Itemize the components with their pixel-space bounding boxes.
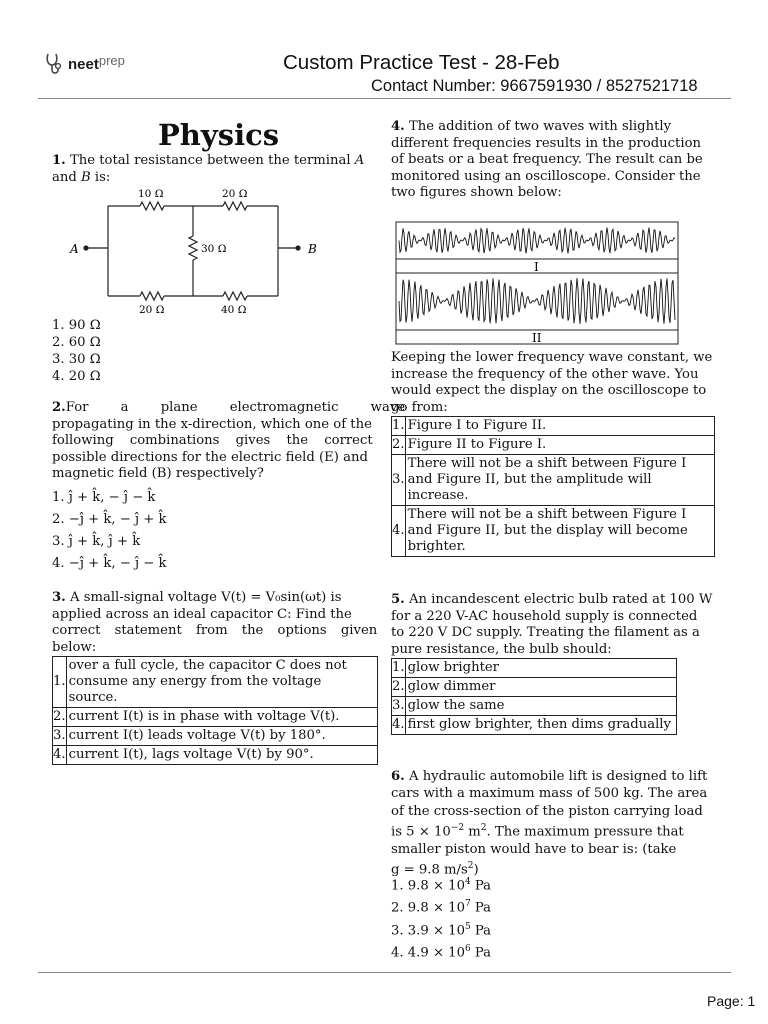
option-row-2[interactable]	[392, 436, 715, 455]
question-text: An incandescent electric bulb rated at 100 W	[404, 592, 713, 607]
option-2[interactable]: 2. 60 Ω	[52, 335, 101, 350]
option-1[interactable]: 1. $9.8 \times 10^4$ Pa	[391, 877, 492, 894]
exponent: 2	[467, 861, 474, 872]
option-4[interactable]: 4. 20 Ω	[52, 369, 101, 384]
option-3[interactable]: 3. ĵ + k̂, ĵ + k̂	[52, 534, 141, 549]
question-text: g = 9.8 m/s	[391, 862, 468, 878]
question-6	[391, 768, 715, 879]
exponent: 2	[480, 823, 487, 834]
question-text: increase the frequency of the other wave. You	[391, 366, 699, 382]
resistor-40	[223, 292, 247, 300]
question-text: different frequencies results in the production	[391, 135, 702, 151]
option-number: 1.	[53, 657, 67, 708]
math-var: A	[354, 153, 365, 168]
question-text: possible directions for the electric field (E) and	[52, 449, 368, 465]
question-text: correct statement from the options given	[52, 623, 378, 639]
option-text: current I(t) leads voltage V(t) by 180°.	[66, 727, 377, 746]
question-text: to 220 V DC supply. Treating the filament as a	[391, 625, 700, 641]
option-row-3[interactable]	[392, 455, 715, 506]
oscilloscope-figures	[395, 221, 680, 345]
neetprep-logo	[44, 52, 125, 76]
option-row-3[interactable]	[53, 727, 378, 746]
figure-2-label: II	[532, 331, 542, 345]
circuit-diagram	[66, 184, 326, 319]
option-3[interactable]: 3. 30 Ω	[52, 352, 101, 367]
contact-number: Contact Number: 9667591930 / 8527521718	[371, 77, 698, 95]
header-divider	[38, 98, 731, 99]
option-4[interactable]: 4. $4.9 \times 10^6$ Pa	[391, 944, 492, 961]
question-text: Keeping the lower frequency wave constant, we	[391, 350, 713, 365]
option-text: current I(t), lags voltage V(t) by 90°.	[66, 746, 377, 765]
question-text: below:	[52, 639, 97, 655]
option-number: 3.	[53, 727, 67, 746]
option-text: There will not be a shift between Figure I and Figure II, but the amplitude will increase.	[405, 455, 714, 506]
q6-options	[391, 873, 491, 963]
stethoscope-icon	[44, 52, 66, 76]
question-text: two figures shown below:	[391, 185, 562, 201]
math-var: B	[81, 169, 91, 185]
question-5	[391, 592, 715, 658]
option-text: first glow brighter, then dims gradually	[405, 716, 676, 735]
question-text: pure resistance, the bulb should:	[391, 641, 612, 657]
question-3	[52, 590, 378, 656]
option-1[interactable]: 1. ĵ + k̂, − ĵ − k̂	[52, 490, 156, 505]
question-number: 3.	[52, 590, 66, 605]
label-r20-bottom: 20 Ω	[139, 304, 165, 316]
option-number: 3.	[392, 455, 406, 506]
label-r40: 40 Ω	[221, 304, 247, 316]
resistor-10	[140, 202, 164, 210]
option-text: Figure I to Figure II.	[405, 417, 714, 436]
option-text: over a full cycle, the capacitor C does not consume any energy from the voltage source.	[66, 657, 377, 708]
option-number: 2.	[392, 678, 406, 697]
option-number: 4.	[392, 716, 406, 735]
question-4	[391, 119, 715, 202]
logo-neet-text: neet	[68, 55, 99, 73]
question-text: applied across an ideal capacitor C: Find the	[52, 606, 352, 622]
option-text: glow dimmer	[405, 678, 676, 697]
question-text: smaller piston would have to bear is: (take	[391, 842, 677, 858]
question-text: monitored using an oscilloscope. Consider the	[391, 168, 701, 184]
option-number: 2.	[53, 708, 67, 727]
question-1: 1. The total resistance between the terminal A and B is:	[52, 153, 365, 185]
resistor-30	[189, 236, 197, 260]
q5-options-table	[391, 658, 677, 735]
label-terminal-b: B	[308, 242, 317, 256]
option-text: Figure II to Figure I.	[405, 436, 714, 455]
q2-options	[52, 487, 166, 575]
question-text: go from:	[391, 399, 448, 415]
option-4[interactable]: 4. −ĵ + k̂, − ĵ − k̂	[52, 556, 167, 571]
question-text: propagating in the x-direction, which one of the	[52, 416, 372, 432]
option-row-3[interactable]	[392, 697, 677, 716]
option-number: 1.	[392, 659, 406, 678]
waveform-figure-2	[399, 278, 675, 324]
question-text: following combinations gives the correct	[52, 433, 373, 449]
terminal-b-dot	[295, 245, 300, 250]
label-r10: 10 Ω	[138, 188, 164, 200]
option-row-4[interactable]	[53, 746, 378, 765]
exponent: −2	[450, 823, 465, 834]
option-number: 2.	[392, 436, 406, 455]
option-row-2[interactable]	[53, 708, 378, 727]
question-number: 6.	[391, 769, 405, 784]
option-row-4[interactable]	[392, 506, 715, 557]
question-text: of beats or a beat frequency. The result can be	[391, 152, 703, 168]
question-text: The total resistance between the terminal	[65, 153, 355, 168]
question-text: For a plane electromagnetic wave	[65, 400, 406, 415]
footer-divider	[38, 972, 731, 973]
subject-heading: Physics	[158, 118, 280, 152]
question-text: of the cross-section of the piston carrying load	[391, 803, 703, 819]
question-text: )	[473, 862, 479, 878]
question-text: is:	[90, 169, 111, 185]
resistor-20-top	[223, 202, 247, 210]
waveform-figure-1	[399, 228, 675, 254]
figure-1-label: I	[534, 260, 539, 274]
question-text: would expect the display on the oscilloscope to	[391, 383, 707, 399]
option-text: current I(t) is in phase with voltage V(t).	[66, 708, 377, 727]
question-number: 4.	[391, 119, 405, 134]
option-number: 1.	[392, 417, 406, 436]
label-r20-top: 20 Ω	[222, 188, 248, 200]
option-row-1[interactable]	[53, 657, 378, 708]
label-r30: 30 Ω	[201, 243, 227, 255]
test-title: Custom Practice Test - 28-Feb	[283, 51, 560, 74]
question-4-continued	[391, 350, 715, 416]
option-number: 4.	[53, 746, 67, 765]
option-1[interactable]: 1. 90 Ω	[52, 318, 101, 333]
question-number: 5.	[391, 592, 405, 607]
q4-options-table	[391, 416, 715, 557]
option-number: 4.	[392, 506, 406, 557]
terminal-a-dot	[83, 245, 88, 250]
option-text: There will not be a shift between Figure I and Figure II, but the display will become brighter.	[405, 506, 714, 557]
option-row-2[interactable]	[392, 678, 677, 697]
question-text: for a 220 V-AC household supply is connected	[391, 608, 698, 624]
logo-prep-text: prep	[98, 52, 125, 68]
label-terminal-a: A	[70, 242, 79, 256]
option-row-1[interactable]	[392, 417, 715, 436]
page-number: Page: 1	[707, 993, 756, 1009]
question-text: magnetic field (B) respectively?	[52, 466, 264, 482]
resistor-20-bottom	[140, 292, 164, 300]
option-row-1[interactable]	[392, 659, 677, 678]
question-text: A hydraulic automobile lift is designed to lift	[404, 769, 708, 784]
q3-options-table	[52, 656, 378, 765]
question-number: 2.	[52, 400, 66, 415]
option-2[interactable]: 2. −ĵ + k̂, − ĵ + k̂	[52, 512, 167, 527]
question-text: The addition of two waves with slightly	[404, 119, 672, 134]
question-text: . The maximum pressure that	[486, 824, 684, 840]
option-row-4[interactable]	[392, 716, 677, 735]
question-number: 1.	[52, 153, 66, 168]
option-text: glow the same	[405, 697, 676, 716]
q1-options	[52, 317, 101, 385]
option-3[interactable]: 3. $3.9 \times 10^5$ Pa	[391, 921, 492, 939]
question-text: cars with a maximum mass of 500 kg. The area	[391, 786, 708, 802]
question-text: A small-signal voltage V(t) = V₀sin(ωt) is	[65, 590, 342, 605]
option-2[interactable]: 2. $9.8 \times 10^7$ Pa	[391, 899, 492, 916]
question-2	[52, 400, 406, 483]
option-number: 3.	[392, 697, 406, 716]
option-text: glow brighter	[405, 659, 676, 678]
question-text: m	[464, 824, 481, 840]
question-text: is 5 × 10	[391, 824, 451, 840]
